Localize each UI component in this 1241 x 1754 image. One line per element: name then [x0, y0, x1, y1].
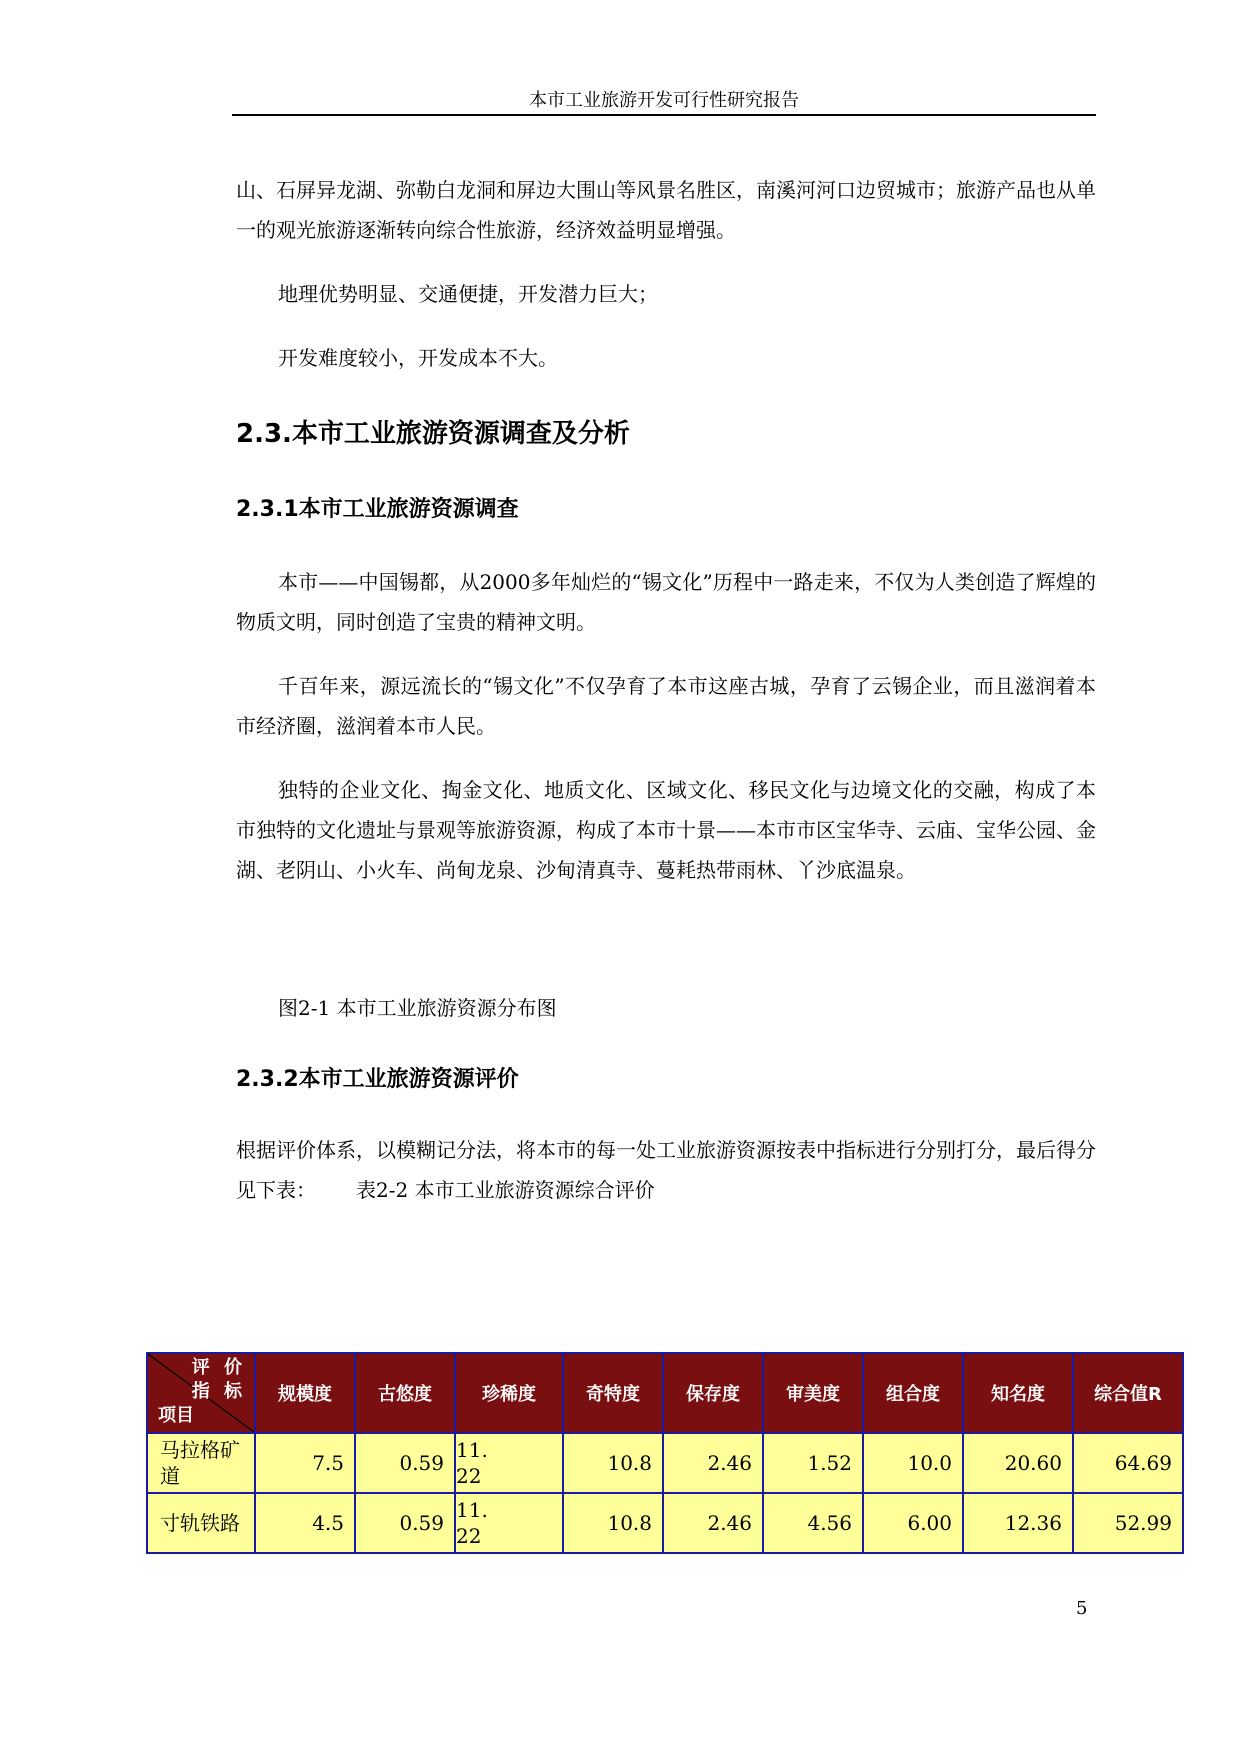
- table-cell-value: 11.22: [456, 1438, 488, 1488]
- column-header: 奇特度: [563, 1353, 663, 1433]
- paragraph-evaluation-method: 根据评价体系，以模糊记分法，将本市的每一处工业旅游资源按表中指标进行分别打分，最后得分见下表：: [236, 1138, 1096, 1202]
- section-heading-2-3-2: 2.3.2本市工业旅游资源评价: [236, 1067, 519, 1092]
- column-header: 珍稀度: [455, 1353, 563, 1433]
- paragraph-tin-capital: 本市——中国锡都，从2000多年灿烂的“锡文化”历程中一路走来，不仅为人类创造了辉煌的物质文明，同时创造了宝贵的精神文明。: [236, 570, 1096, 634]
- column-header: 审美度: [763, 1353, 863, 1433]
- table-cell: 0.59: [355, 1493, 455, 1553]
- row-name-cell: 寸轨铁路: [147, 1493, 255, 1553]
- table-cell-wrapped: [455, 1433, 563, 1493]
- table-cell: 10.0: [863, 1433, 963, 1493]
- paragraph-tin-culture: 千百年来，源远流长的“锡文化”不仅孕育了本市这座古城，孕育了云锡企业，而且滋润着本市经济圈，滋润着本市人民。: [236, 674, 1096, 738]
- table-cell: 20.60: [963, 1433, 1073, 1493]
- table-cell-value: 11.22: [456, 1498, 488, 1548]
- corner-label-metrics: 评 价 指 标: [191, 1357, 246, 1402]
- table-cell: 7.5: [255, 1433, 355, 1493]
- table-caption: 表2-2 本市工业旅游资源综合评价: [356, 1178, 655, 1202]
- paragraph-geography: 地理优势明显、交通便捷，开发潜力巨大；: [278, 282, 658, 306]
- table-cell: 64.69: [1073, 1433, 1183, 1493]
- paragraph-scenic-areas: 山、石屏异龙湖、弥勒白龙洞和屏边大围山等风景名胜区，南溪河河口边贸城市；旅游产品也从单一的观光旅游逐渐转向综合性旅游，经济效益明显增强。: [236, 178, 1096, 242]
- column-header: 规模度: [255, 1353, 355, 1433]
- row-name-cell: 马拉格矿道: [147, 1433, 255, 1493]
- table-row: [147, 1433, 1183, 1493]
- table-cell: 0.59: [355, 1433, 455, 1493]
- table-cell: 4.5: [255, 1493, 355, 1553]
- table-cell: 52.99: [1073, 1493, 1183, 1553]
- document-body: [236, 170, 1096, 1210]
- table-cell: 2.46: [663, 1433, 763, 1493]
- table-cell: 6.00: [863, 1493, 963, 1553]
- page-number: 5: [1076, 1598, 1088, 1619]
- table-cell: 4.56: [763, 1493, 863, 1553]
- page-header: 本市工业旅游开发可行性研究报告: [529, 90, 799, 111]
- header-rule: [232, 114, 1096, 116]
- corner-label-items: 项目: [158, 1405, 194, 1426]
- table-header-row: [147, 1353, 1183, 1433]
- table-cell: 10.8: [563, 1433, 663, 1493]
- section-heading-2-3: 2.3.本市工业旅游资源调查及分析: [236, 419, 630, 449]
- table-cell-wrapped: [455, 1493, 563, 1553]
- column-header: 保存度: [663, 1353, 763, 1433]
- table-row: [147, 1493, 1183, 1553]
- figure-caption: 图2-1 本市工业旅游资源分布图: [278, 996, 557, 1020]
- table-cell: 1.52: [763, 1433, 863, 1493]
- table-cell: 10.8: [563, 1493, 663, 1553]
- paragraph-development-cost: 开发难度较小，开发成本不大。: [278, 346, 558, 370]
- column-header: 组合度: [863, 1353, 963, 1433]
- paragraph-ten-sights: 独特的企业文化、掏金文化、地质文化、区域文化、移民文化与边境文化的交融，构成了本市独特的文化遗址与景观等旅游资源，构成了本市十景——本市市区宝华寺、云庙、宝华公园、金湖、老阴山、小火车、尚甸龙泉、沙甸清真寺、蔓耗热带雨林、丫沙底温泉。: [236, 778, 1096, 882]
- table-corner-cell: [147, 1353, 255, 1433]
- column-header: 综合值R: [1073, 1353, 1183, 1433]
- table-cell: 2.46: [663, 1493, 763, 1553]
- column-header: 知名度: [963, 1353, 1073, 1433]
- section-heading-2-3-1: 2.3.1本市工业旅游资源调查: [236, 497, 519, 522]
- column-header: 古悠度: [355, 1353, 455, 1433]
- evaluation-table: [146, 1352, 1184, 1554]
- table-cell: 12.36: [963, 1493, 1073, 1553]
